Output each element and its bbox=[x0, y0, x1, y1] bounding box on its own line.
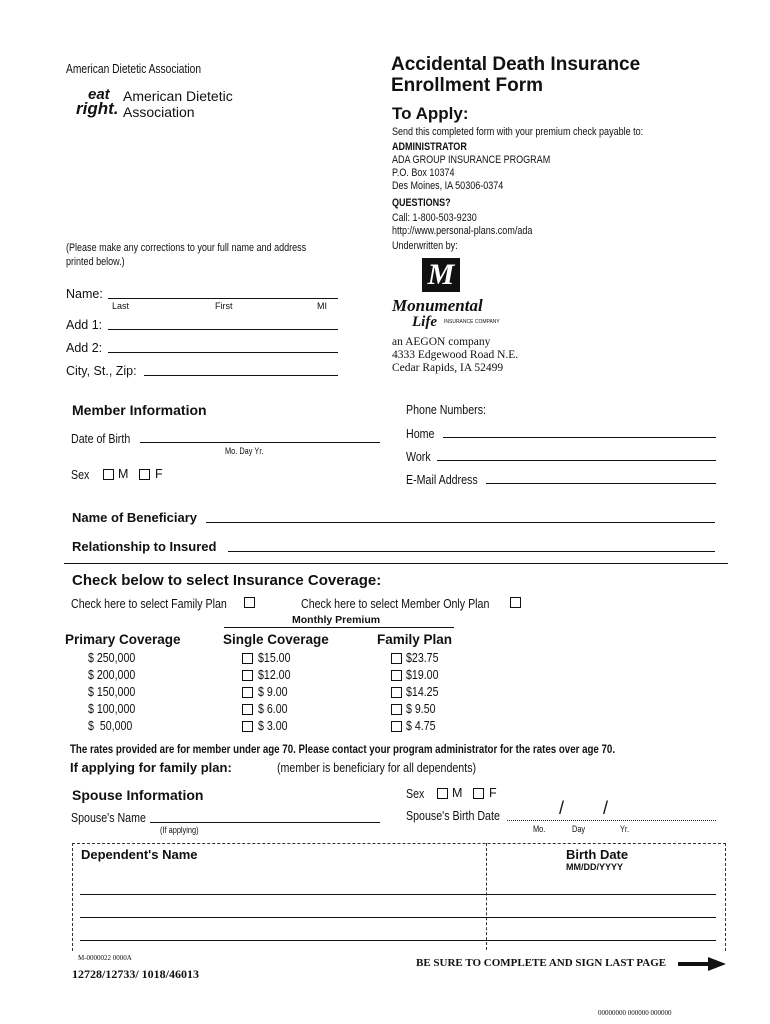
col-single-coverage: Single Coverage bbox=[223, 632, 329, 647]
primary-amount: $ 250,000 bbox=[88, 651, 136, 665]
arrow-right-icon bbox=[678, 956, 728, 972]
work-phone-label: Work bbox=[406, 449, 431, 464]
primary-amount: $ 150,000 bbox=[88, 685, 136, 699]
spouse-birth-field[interactable] bbox=[507, 820, 716, 821]
first-hint: First bbox=[215, 301, 233, 311]
coverage-heading: Check below to select Insurance Coverage: bbox=[72, 572, 382, 589]
rates-note: The rates provided are for member under age 70. Please contact your program administrator for the rates over age 70. bbox=[70, 742, 616, 756]
insurer-line-2: 4333 Edgewood Road N.E. bbox=[392, 349, 519, 361]
spouse-birth-label: Spouse's Birth Date bbox=[406, 808, 500, 823]
birth-day-hint: Day bbox=[572, 824, 586, 834]
logo-mark-right: right. bbox=[76, 99, 119, 118]
dependent-row-3[interactable] bbox=[80, 940, 716, 941]
single-checkbox[interactable] bbox=[242, 721, 253, 732]
spouse-sex-f-label: F bbox=[489, 786, 497, 800]
family-plan-select-label: Check here to select Family Plan bbox=[71, 596, 227, 611]
sex-label: Sex bbox=[71, 467, 90, 482]
date-slash-2: / bbox=[603, 798, 609, 818]
dob-hint: Mo. Day Yr. bbox=[225, 446, 264, 456]
family-premium: $ 4.75 bbox=[406, 719, 436, 733]
admin-line-1: ADA GROUP INSURANCE PROGRAM bbox=[392, 154, 551, 166]
ada-logo bbox=[76, 88, 246, 124]
spouse-sex-m-checkbox[interactable] bbox=[437, 788, 448, 799]
family-checkbox[interactable] bbox=[391, 670, 402, 681]
name-label: Name: bbox=[66, 287, 103, 301]
email-label: E-Mail Address bbox=[406, 472, 478, 487]
add2-field[interactable] bbox=[108, 352, 338, 353]
admin-line-3: Des Moines, IA 50306-0374 bbox=[392, 180, 504, 192]
to-apply-heading: To Apply: bbox=[392, 104, 469, 123]
single-checkbox[interactable] bbox=[242, 670, 253, 681]
insurer-line-1: an AEGON company bbox=[392, 336, 491, 348]
spouse-sex-label: Sex bbox=[406, 786, 425, 801]
dependent-row-2[interactable] bbox=[80, 917, 716, 918]
insurer-life: Life bbox=[412, 314, 437, 330]
birth-date-header: Birth Date bbox=[566, 847, 629, 862]
single-premium: $ 3.00 bbox=[258, 719, 288, 733]
col-primary-coverage: Primary Coverage bbox=[65, 632, 181, 647]
website-url: http://www.personal-plans.com/ada bbox=[392, 225, 533, 237]
member-only-checkbox[interactable] bbox=[510, 597, 521, 608]
single-checkbox[interactable] bbox=[242, 704, 253, 715]
spouse-name-field[interactable] bbox=[150, 822, 380, 823]
family-checkbox[interactable] bbox=[391, 687, 402, 698]
col-family-plan: Family Plan bbox=[377, 632, 453, 647]
single-checkbox[interactable] bbox=[242, 687, 253, 698]
member-only-select-label: Check here to select Member Only Plan bbox=[301, 596, 490, 611]
spouse-sex-f-checkbox[interactable] bbox=[473, 788, 484, 799]
last-hint: Last bbox=[112, 301, 130, 311]
family-if-note: (member is beneficiary for all dependents) bbox=[277, 760, 477, 775]
dob-label: Date of Birth bbox=[71, 431, 131, 446]
single-checkbox[interactable] bbox=[242, 653, 253, 664]
underwritten-label: Underwritten by: bbox=[392, 240, 458, 252]
primary-amount: $ 50,000 bbox=[88, 719, 133, 733]
birth-mo-hint: Mo. bbox=[533, 824, 546, 834]
insurer-logo bbox=[392, 258, 512, 338]
birth-yr-hint: Yr. bbox=[620, 824, 630, 834]
org-name: American Dietetic Association bbox=[66, 62, 202, 76]
form-codes: 12728/12733/ 1018/46013 bbox=[72, 967, 200, 981]
city-label: City, St., Zip: bbox=[66, 364, 137, 378]
insurer-sub: INSURANCE COMPANY bbox=[444, 319, 500, 325]
sex-f-checkbox[interactable] bbox=[139, 469, 150, 480]
home-phone-label: Home bbox=[406, 426, 435, 441]
questions-heading: QUESTIONS? bbox=[392, 197, 451, 209]
dob-field[interactable] bbox=[140, 442, 380, 443]
spouse-name-label: Spouse's Name bbox=[71, 810, 146, 825]
single-premium: $ 9.00 bbox=[258, 685, 288, 699]
spouse-sex-m-label: M bbox=[452, 786, 463, 800]
insurer-line-3: Cedar Rapids, IA 52499 bbox=[392, 362, 504, 374]
family-checkbox[interactable] bbox=[391, 704, 402, 715]
phone-numbers-heading: Phone Numbers: bbox=[406, 402, 487, 417]
logo-text-line2: Association bbox=[123, 104, 195, 120]
birth-date-format: MM/DD/YYYY bbox=[566, 862, 624, 872]
address-note-line2: printed below.) bbox=[66, 256, 125, 268]
work-phone-field[interactable] bbox=[437, 460, 716, 461]
phone-call-line: Call: 1-800-503-9230 bbox=[392, 212, 477, 224]
family-premium: $ 9.50 bbox=[406, 702, 436, 716]
family-checkbox[interactable] bbox=[391, 653, 402, 664]
dependents-col-divider bbox=[486, 843, 487, 950]
family-if-label: If applying for family plan: bbox=[70, 760, 232, 775]
logo-text-line1: American Dietetic bbox=[123, 88, 233, 104]
be-sure-note: BE SURE TO COMPLETE AND SIGN LAST PAGE bbox=[416, 957, 667, 969]
sex-m-checkbox[interactable] bbox=[103, 469, 114, 480]
admin-line-2: P.O. Box 10374 bbox=[392, 167, 455, 179]
section-divider bbox=[64, 563, 728, 564]
relationship-field[interactable] bbox=[228, 551, 715, 552]
single-premium: $ 6.00 bbox=[258, 702, 288, 716]
address-note-line1: (Please make any corrections to your full name and address bbox=[66, 242, 307, 254]
add1-field[interactable] bbox=[108, 329, 338, 330]
beneficiary-label: Name of Beneficiary bbox=[72, 510, 197, 525]
logo-mark-eat: eat bbox=[88, 86, 110, 103]
send-instructions: Send this completed form with your premium check payable to: bbox=[392, 126, 644, 138]
sex-m-label: M bbox=[118, 467, 129, 481]
form-title-line1: Accidental Death Insurance bbox=[391, 54, 641, 75]
beneficiary-field[interactable] bbox=[206, 522, 715, 523]
relationship-label: Relationship to Insured bbox=[72, 539, 217, 554]
family-plan-checkbox[interactable] bbox=[244, 597, 255, 608]
form-code-small: M-0000022 0000A bbox=[78, 954, 132, 962]
add1-label: Add 1: bbox=[66, 318, 103, 332]
single-premium: $15.00 bbox=[258, 651, 291, 665]
insurer-mark: M bbox=[422, 258, 460, 292]
spouse-name-hint: (If applying) bbox=[160, 825, 199, 835]
home-phone-field[interactable] bbox=[443, 437, 716, 438]
member-info-heading: Member Information bbox=[72, 402, 207, 418]
primary-amount: $ 200,000 bbox=[88, 668, 136, 682]
spouse-info-heading: Spouse Information bbox=[72, 787, 204, 803]
form-title-line2: Enrollment Form bbox=[391, 75, 544, 96]
single-premium: $12.00 bbox=[258, 668, 291, 682]
dependent-row-1[interactable] bbox=[80, 894, 716, 895]
date-slash-1: / bbox=[559, 798, 565, 818]
insurer-name: Monumental bbox=[392, 296, 483, 315]
email-field[interactable] bbox=[486, 483, 716, 484]
add2-label: Add 2: bbox=[66, 341, 103, 355]
family-premium: $19.00 bbox=[406, 668, 439, 682]
city-state-zip-field[interactable] bbox=[144, 375, 338, 376]
monthly-premium-label: Monthly Premium bbox=[292, 614, 381, 626]
sex-f-label: F bbox=[155, 467, 163, 481]
family-premium: $14.25 bbox=[406, 685, 439, 699]
family-checkbox[interactable] bbox=[391, 721, 402, 732]
dependent-name-header: Dependent's Name bbox=[81, 847, 198, 862]
premium-rule bbox=[224, 627, 454, 628]
family-premium: $23.75 bbox=[406, 651, 439, 665]
bottom-code: 00000000 000000 000000 bbox=[598, 1009, 672, 1017]
name-field[interactable] bbox=[108, 298, 338, 299]
administrator-heading: ADMINISTRATOR bbox=[392, 141, 467, 153]
mi-hint: MI bbox=[317, 301, 327, 311]
primary-amount: $ 100,000 bbox=[88, 702, 136, 716]
